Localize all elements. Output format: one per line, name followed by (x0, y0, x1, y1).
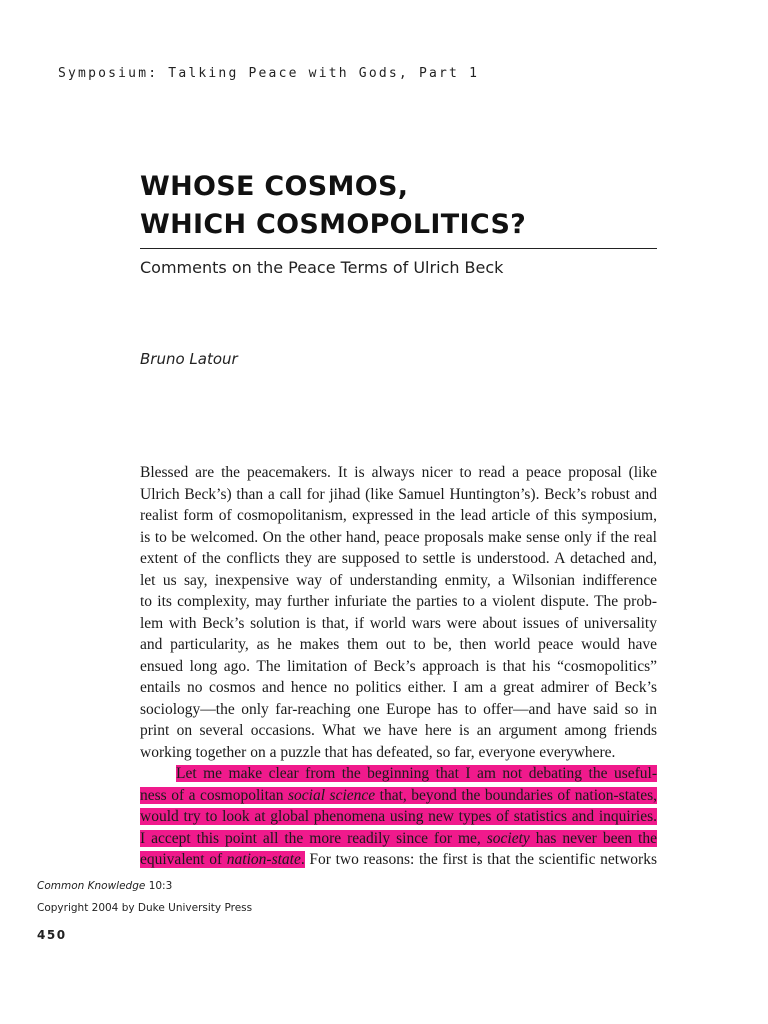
title-rule (140, 248, 657, 249)
journal-name: Common Knowledge (37, 880, 146, 892)
paragraph-2 (140, 763, 657, 871)
body-line (140, 763, 657, 785)
italic-term: society (486, 829, 530, 847)
body-line (140, 806, 657, 828)
body-line: let us say, inexpensive way of understanding enmity, a Wilsonian indifference (140, 571, 657, 589)
journal-citation (37, 880, 172, 892)
body-line: sociology—the only far-reaching one Europe has to offer—and have said so in (140, 700, 657, 718)
highlighted-text: would try to look at global phenomena using new types of statistics and inquiries. (140, 808, 657, 825)
highlighted-text: equivalent of nation-state. (140, 851, 305, 868)
body-line: print on several occasions. What we have here is an argument among friends (140, 722, 657, 739)
body-line: Blessed are the peacemakers. It is always nicer to read a peace proposal (like (140, 464, 657, 481)
body-line: entails no cosmos and hence no politics either. I am a great admirer of Beck’s (140, 679, 657, 696)
body-line: ensued long ago. The limitation of Beck’s approach is that his “cosmopolitics” (140, 657, 657, 675)
italic-term: social science (288, 786, 376, 804)
copyright-notice: Copyright 2004 by Duke University Press (37, 902, 253, 914)
body-line (140, 828, 657, 850)
highlighted-text: Let me make clear from the beginning that I am not debating the useful- (176, 765, 657, 782)
body-line: realist form of cosmopolitanism, expressed in the lead article of this symposium, (140, 507, 657, 524)
article-body (140, 462, 657, 871)
body-line: lem with Beck’s solution is that, if world wars were about issues of universality (140, 614, 657, 632)
running-head: Symposium: Talking Peace with Gods, Part 1 (58, 66, 480, 81)
italic-term: nation-state (226, 851, 301, 868)
body-line: to its complexity, may further infuriate the parties to a violent dispute. The prob- (140, 593, 657, 610)
body-line: equivalent of nation-state. For two reasons: the first is that the scientific networks (140, 851, 657, 868)
body-line: is to be welcomed. On the other hand, peace proposals make sense only if the real (140, 528, 657, 546)
article-subtitle: Comments on the Peace Terms of Ulrich Beck (140, 258, 504, 277)
journal-volume: 10:3 (145, 880, 173, 892)
body-line (140, 785, 657, 807)
paragraph-1 (140, 462, 657, 763)
page-number: 450 (37, 928, 67, 942)
body-line: and particularity, as he makes them out to be, then world peace would have (140, 636, 657, 653)
body-line: working together on a puzzle that has defeated, so far, everyone everywhere. (140, 743, 616, 761)
highlighted-text: I accept this point all the more readily since for me, society has never been the (140, 829, 657, 847)
body-line: Ulrich Beck’s) than a call for jihad (like Samuel Huntington’s). Beck’s robust and (140, 485, 657, 503)
article-title (140, 168, 660, 244)
body-line: extent of the conflicts they are supposed to settle is understood. A detached and, (140, 550, 657, 567)
author-name: Bruno Latour (140, 350, 238, 368)
title-line-1: WHOSE COSMOS, (140, 171, 409, 202)
title-line-2: WHICH COSMOPOLITICS? (140, 209, 527, 240)
highlighted-text: ness of a cosmopolitan social science that, beyond the boundaries of nation-states, (140, 786, 657, 804)
